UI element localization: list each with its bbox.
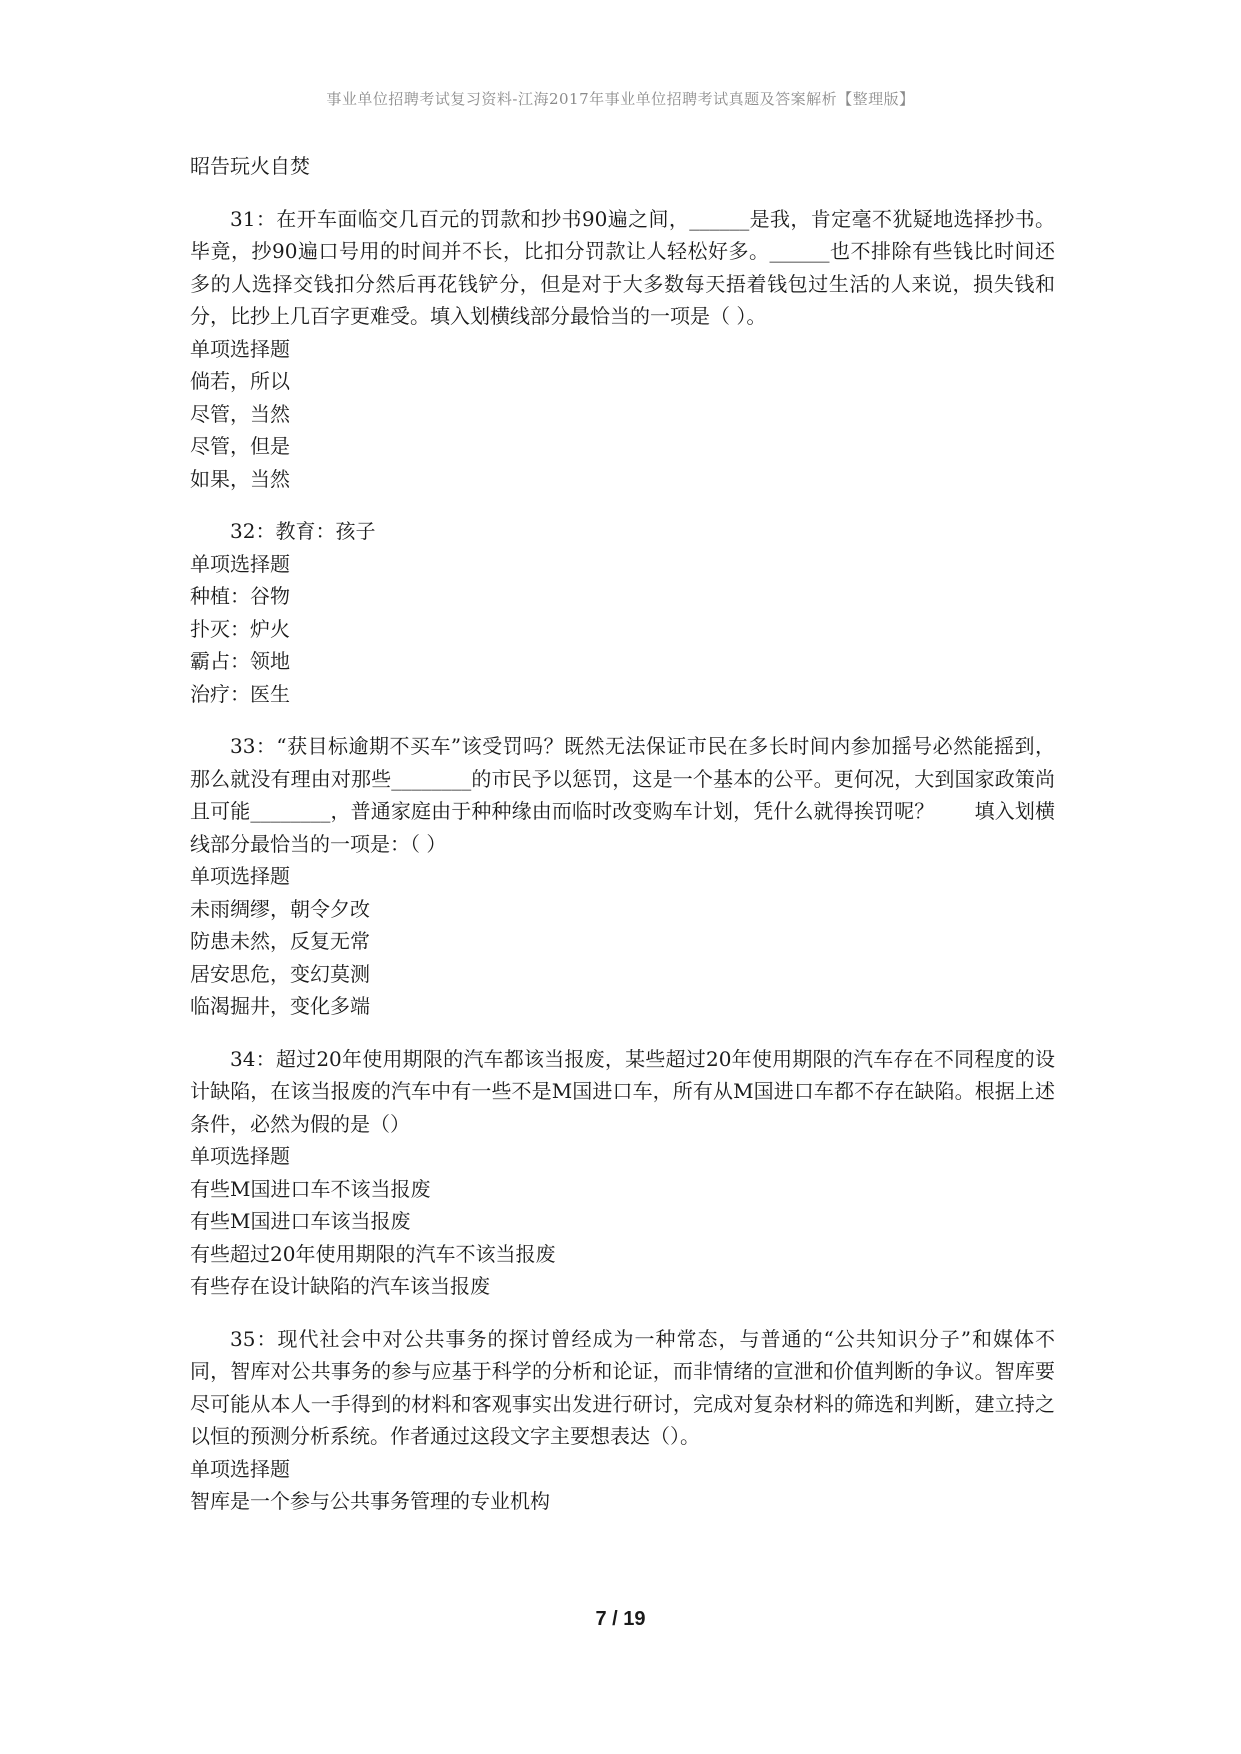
option: 有些存在设计缺陷的汽车该当报废 xyxy=(190,1274,490,1298)
question-text: 34：超过20年使用期限的汽车都该当报废，某些超过20年使用期限的汽车存在不同程度的设计缺陷，在该当报废的汽车中有一些不是M国进口车，所有从M国进口车都不存在缺陷。根据上述条件，必然为假的是（） xyxy=(190,1046,1055,1136)
question-type: 单项选择题 xyxy=(190,864,290,888)
page-number: 7 / 19 xyxy=(595,1608,646,1630)
option: 种植：谷物 xyxy=(190,584,290,608)
option: 未雨绸缪，朝令夕改 xyxy=(190,896,370,921)
question-type: 单项选择题 xyxy=(190,1144,290,1168)
option: 居安思危，变幻莫测 xyxy=(190,961,370,986)
question-type: 单项选择题 xyxy=(190,1456,290,1481)
option: 尽管，但是 xyxy=(190,434,290,458)
question-35 xyxy=(190,1323,1055,1518)
question-31 xyxy=(190,203,1055,496)
question-34 xyxy=(190,1043,1055,1303)
option: 扑灭：炉火 xyxy=(190,616,290,641)
question-type: 单项选择题 xyxy=(190,551,290,576)
option: 有些M国进口车不该当报废 xyxy=(190,1176,431,1201)
option: 有些M国进口车该当报废 xyxy=(190,1209,411,1233)
question-text: 31：在开车面临交几百元的罚款和抄书90遍之间，______是我，肯定毫不犹疑地选择抄书。毕竟，抄90遍口号用的时间并不长，比扣分罚款让人轻松好多。______也不排除有些钱比时间还多的人选择交钱扣分然后再花钱铲分，但是对于大多数每天捂着钱包过生活的人来说，损失钱和分，比抄上几百字更难受。填入划横线部分最恰当的一项是（ ）。 xyxy=(190,206,1055,328)
option: 霸占：领地 xyxy=(190,649,290,673)
option: 智库是一个参与公共事务管理的专业机构 xyxy=(190,1489,550,1513)
question-text: 33：“获目标逾期不买车”该受罚吗？既然无法保证市民在多长时间内参加摇号必然能摇到，那么就没有理由对那些________的市民予以惩罚，这是一个基本的公平。更何况，大到国家政策尚且可能________，普通家庭由于种种缘由而临时改变购车计划，凭什么就得挨罚呢？ 填入划横线部分最恰当的一项是：（ ） xyxy=(190,734,1055,856)
lead-line: 昭告玩火自焚 xyxy=(190,154,310,178)
option: 倘若，所以 xyxy=(190,369,290,393)
question-text: 35：现代社会中对公共事务的探讨曾经成为一种常态，与普通的“公共知识分子”和媒体不同，智库对公共事务的参与应基于科学的分析和论证，而非情绪的宣泄和价值判断的争议。智库要尽可能从本人一手得到的材料和客观事实出发进行研讨，完成对复杂材料的筛选和判断，建立持之以恒的预测分析系统。作者通过这段文字主要想表达（）。 xyxy=(190,1326,1055,1448)
document-body xyxy=(190,150,1055,1518)
option: 治疗：医生 xyxy=(190,681,290,706)
option: 防患未然，反复无常 xyxy=(190,929,370,953)
option: 临渴掘井，变化多端 xyxy=(190,994,370,1018)
question-text: 32：教育：孩子 xyxy=(230,519,376,543)
option: 尽管，当然 xyxy=(190,401,290,426)
question-type: 单项选择题 xyxy=(190,336,290,361)
option: 如果，当然 xyxy=(190,466,290,491)
question-32 xyxy=(190,515,1055,710)
page-header: 事业单位招聘考试复习资料-江海2017年事业单位招聘考试真题及答案解析【整理版】 xyxy=(326,90,915,108)
question-33 xyxy=(190,730,1055,1023)
option: 有些超过20年使用期限的汽车不该当报废 xyxy=(190,1241,556,1266)
